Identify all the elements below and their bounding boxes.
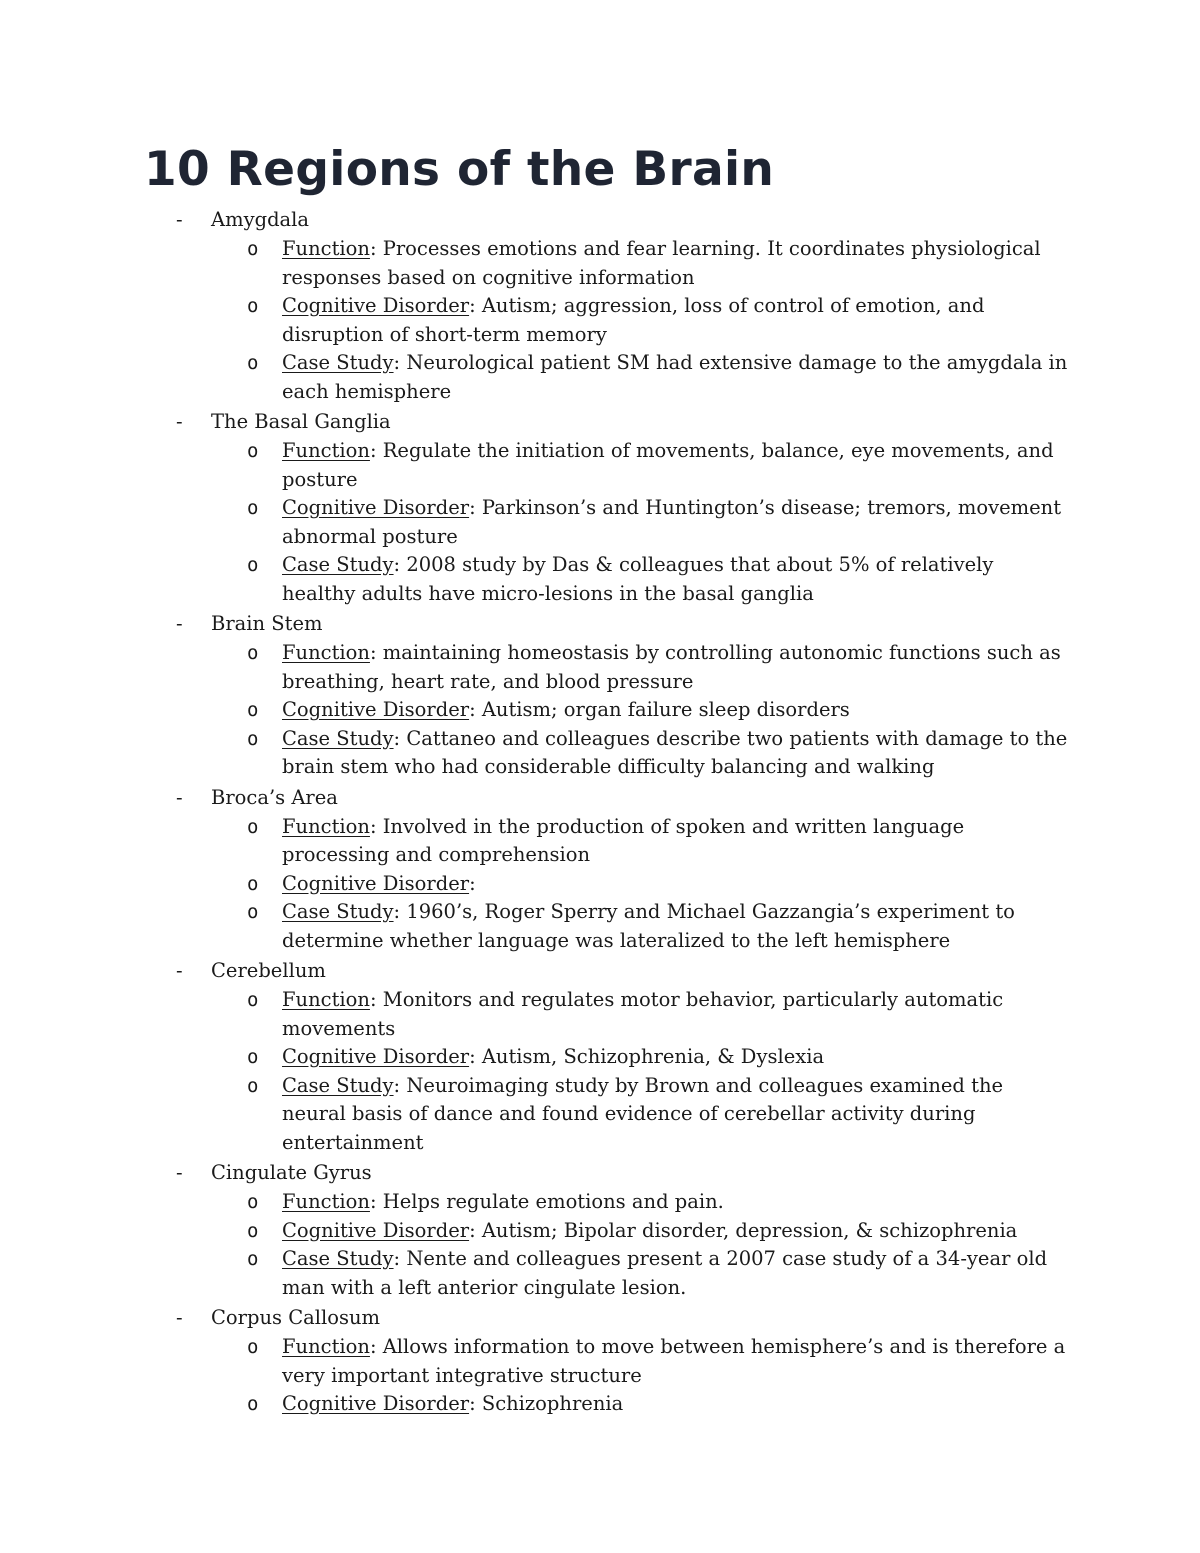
list-item (0, 437, 1200, 494)
circle-bullet: o (247, 699, 259, 721)
region-name: The Basal Ganglia (211, 410, 391, 433)
circle-bullet: o (247, 497, 259, 519)
region-name: Brain Stem (211, 612, 323, 635)
item-text: : Monitors and regulates motor behavior, particularly automatic movements (282, 988, 1004, 1040)
dash-bullet: - (176, 1161, 183, 1184)
list-item (0, 1390, 1200, 1419)
item-text: : (469, 871, 476, 895)
region-heading (0, 608, 1200, 639)
item-text: : Involved in the production of spoken and written language processing and comprehension (282, 814, 965, 866)
dash-bullet: - (176, 208, 183, 231)
item-label: Function (282, 814, 370, 838)
item-text: : 2008 study by Das & colleagues that about 5% of relatively healthy adults have micro-lesions in the basal ganglia (282, 553, 994, 605)
list-item (0, 292, 1200, 349)
circle-bullet: o (247, 554, 259, 576)
list-item (0, 235, 1200, 292)
item-text: : Autism, Schizophrenia, & Dyslexia (469, 1045, 825, 1068)
region-name: Cingulate Gyrus (211, 1161, 372, 1184)
circle-bullet: o (247, 295, 259, 317)
region-heading (0, 1302, 1200, 1333)
region-name: Broca’s Area (211, 785, 338, 809)
item-label: Function (282, 1335, 370, 1358)
region-name: Amygdala (211, 208, 310, 231)
item-label: Cognitive Disorder (282, 496, 470, 519)
item-label: Function (282, 237, 370, 260)
circle-bullet: o (247, 727, 259, 750)
list-item (0, 870, 1200, 899)
item-text: : Neuroimaging study by Brown and colleagues examined the neural basis of dance and found evidence of cerebellar activity during entertainment (282, 1073, 1004, 1154)
region-heading (0, 406, 1200, 437)
region-section (0, 1302, 1200, 1419)
dash-bullet: - (176, 1306, 183, 1329)
list-item (0, 349, 1200, 406)
item-label: Case Study (282, 351, 394, 374)
list-item (0, 639, 1200, 696)
item-label: Function (282, 641, 370, 664)
circle-bullet: o (247, 238, 259, 260)
circle-bullet: o (247, 1191, 259, 1213)
region-section (0, 204, 1200, 406)
item-text: : Regulate the initiation of movements, balance, eye movements, and posture (282, 439, 1054, 491)
circle-bullet: o (247, 352, 259, 374)
item-label: Case Study (282, 1073, 394, 1097)
item-text: : Nente and colleagues present a 2007 case study of a 34-year old man with a left anterior cingulate lesion. (282, 1247, 1048, 1299)
dash-bullet: - (176, 612, 183, 635)
region-heading (0, 782, 1200, 813)
item-label: Cognitive Disorder (282, 871, 470, 895)
region-heading (0, 955, 1200, 986)
region-name: Cerebellum (211, 959, 326, 982)
list-item (0, 494, 1200, 551)
item-label: Cognitive Disorder (282, 294, 470, 317)
circle-bullet: o (247, 1219, 259, 1242)
dash-bullet: - (176, 785, 183, 809)
region-heading (0, 1157, 1200, 1188)
circle-bullet: o (247, 1393, 259, 1415)
item-label: Function (282, 1190, 370, 1213)
regions-list (0, 204, 1200, 1419)
list-item (0, 551, 1200, 608)
circle-bullet: o (247, 440, 259, 462)
circle-bullet: o (247, 1074, 259, 1097)
item-label: Function (282, 988, 370, 1011)
item-label: Cognitive Disorder (282, 1045, 470, 1068)
circle-bullet: o (247, 989, 259, 1011)
item-label: Cognitive Disorder (282, 698, 470, 721)
list-item (0, 725, 1200, 782)
item-label: Cognitive Disorder (282, 1218, 470, 1242)
circle-bullet: o (247, 1046, 259, 1068)
list-item (0, 1072, 1200, 1158)
region-section (0, 1157, 1200, 1302)
item-label: Case Study (282, 900, 394, 923)
list-item (0, 1188, 1200, 1217)
region-heading (0, 204, 1200, 235)
dash-bullet: - (176, 410, 183, 433)
item-text: : Cattaneo and colleagues describe two patients with damage to the brain stem who had considerable difficulty balancing and walking (282, 726, 1068, 778)
page-title: 10 Regions of the Brain (144, 142, 775, 197)
item-text: : Allows information to move between hemisphere’s and is therefore a very important integrative structure (282, 1335, 1066, 1387)
item-text: : Processes emotions and fear learning. It coordinates physiological responses based on cognitive information (282, 237, 1041, 289)
list-item (0, 986, 1200, 1043)
item-text: : Autism; aggression, loss of control of emotion, and disruption of short-term memory (282, 294, 985, 346)
list-item (0, 813, 1200, 870)
list-item (0, 1217, 1200, 1246)
item-label: Case Study (282, 726, 394, 750)
circle-bullet: o (247, 1336, 259, 1358)
region-section (0, 782, 1200, 956)
item-label: Cognitive Disorder (282, 1392, 470, 1415)
item-text: : Autism; Bipolar disorder, depression, & schizophrenia (469, 1218, 1018, 1242)
region-name: Corpus Callosum (211, 1306, 381, 1329)
list-item (0, 1245, 1200, 1302)
list-item (0, 696, 1200, 725)
circle-bullet: o (247, 815, 259, 838)
dash-bullet: - (176, 959, 183, 982)
region-section (0, 955, 1200, 1157)
item-text: : Neurological patient SM had extensive damage to the amygdala in each hemisphere (282, 351, 1068, 403)
item-label: Function (282, 439, 370, 462)
item-text: : 1960’s, Roger Sperry and Michael Gazzangia’s experiment to determine whether language was lateralized to the left hemisphere (282, 900, 1015, 952)
circle-bullet: o (247, 642, 259, 664)
item-text: : Schizophrenia (469, 1392, 624, 1415)
circle-bullet: o (247, 872, 259, 895)
region-section (0, 406, 1200, 608)
item-label: Case Study (282, 553, 394, 576)
list-item (0, 898, 1200, 955)
item-text: : Parkinson’s and Huntington’s disease; tremors, movement abnormal posture (282, 496, 1062, 548)
item-label: Case Study (282, 1247, 394, 1270)
item-text: : maintaining homeostasis by controlling autonomic functions such as breathing, heart rate, and blood pressure (282, 641, 1061, 693)
region-section (0, 608, 1200, 782)
circle-bullet: o (247, 901, 259, 923)
item-text: : Autism; organ failure sleep disorders (469, 698, 850, 721)
circle-bullet: o (247, 1248, 259, 1270)
list-item (0, 1333, 1200, 1390)
item-text: : Helps regulate emotions and pain. (369, 1190, 724, 1213)
list-item (0, 1043, 1200, 1072)
